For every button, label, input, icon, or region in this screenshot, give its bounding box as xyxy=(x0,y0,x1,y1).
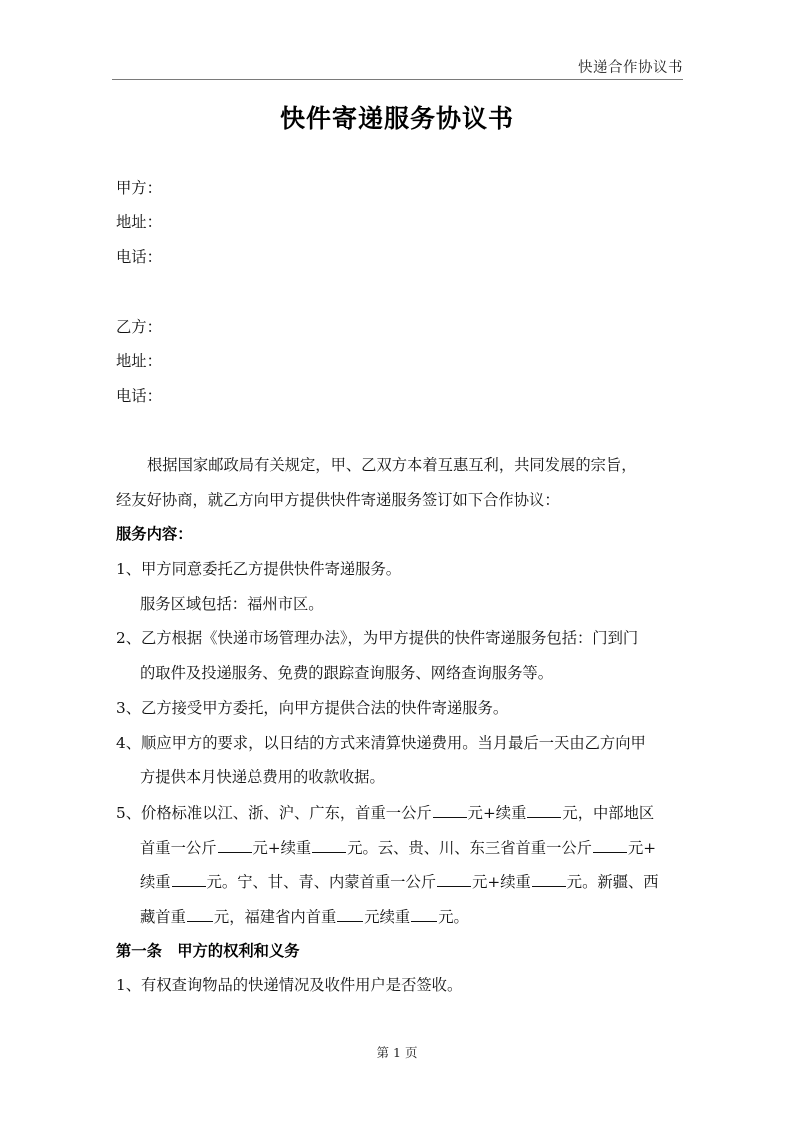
party-b-address-label: 地址： xyxy=(116,352,162,370)
service-item-3-line-1: 3、乙方接受甲方委托，向甲方提供合法的快件寄递服务。 xyxy=(116,699,509,717)
fill-blank[interactable] xyxy=(433,802,467,818)
preamble-line-2: 经友好协商，就乙方向甲方提供快件寄递服务签订如下合作协议： xyxy=(116,491,560,509)
party-a-name-label: 甲方： xyxy=(116,179,162,197)
fill-blank[interactable] xyxy=(312,837,346,853)
service-item-4-line-1: 4、顺应甲方的要求，以日结的方式来清算快递费用。当月最后一天由乙方向甲 xyxy=(116,734,646,752)
document-title: 快件寄递服务协议书 xyxy=(279,104,514,133)
service-item-4-line-2: 方提供本月快递总费用的收款收据。 xyxy=(140,768,385,786)
text-segment: 元+续重 xyxy=(467,804,527,822)
article-1-heading: 第一条 甲方的权利和义务 xyxy=(116,942,300,960)
text-segment: 元+续重 xyxy=(472,873,531,891)
text-segment: 元。宁、甘、青、内蒙首重一公斤 xyxy=(206,873,437,891)
text-segment: 元+续重 xyxy=(252,839,312,857)
party-a-address-label: 地址： xyxy=(116,213,162,231)
fill-blank[interactable] xyxy=(527,802,561,818)
service-item-2-line-2: 的取件及投递服务、免费的跟踪查询服务、网络查询服务等。 xyxy=(140,664,554,682)
service-item-1-line-2: 服务区域包括：福州市区。 xyxy=(140,595,324,613)
service-item-5-line-1 xyxy=(116,802,654,823)
fill-blank[interactable] xyxy=(437,871,471,887)
fill-blank[interactable] xyxy=(218,837,252,853)
running-header xyxy=(112,52,683,80)
service-item-5-line-4 xyxy=(140,906,469,927)
page-number: 第 1 页 xyxy=(376,1045,418,1060)
text-segment: 首重一公斤 xyxy=(140,839,217,857)
party-b-name-label: 乙方： xyxy=(116,318,162,336)
text-segment: 元，福建省内首重 xyxy=(213,908,337,926)
text-segment: 元。 xyxy=(438,908,469,926)
preamble-line-1: 根据国家邮政局有关规定，甲、乙双方本着互惠互利，共同发展的宗旨， xyxy=(147,456,637,474)
service-item-1-line-1: 1、甲方同意委托乙方提供快件寄递服务。 xyxy=(116,560,402,578)
text-segment: 元，中部地区 xyxy=(562,804,655,822)
text-segment: 元续重 xyxy=(364,908,411,926)
fill-blank[interactable] xyxy=(172,871,206,887)
text-segment: 元。云、贵、川、东三省首重一公斤 xyxy=(347,839,592,857)
service-item-5-line-2 xyxy=(140,837,656,858)
text-segment: 元+ xyxy=(627,839,657,857)
fill-blank[interactable] xyxy=(593,837,627,853)
running-header-text: 快递合作协议书 xyxy=(578,60,683,76)
fill-blank[interactable] xyxy=(337,906,363,922)
party-a-phone-label: 电话： xyxy=(116,248,162,266)
text-segment: 元。新疆、西 xyxy=(566,873,659,891)
article-1-item-1: 1、有权查询物品的快递情况及收件用户是否签收。 xyxy=(116,976,463,994)
fill-blank[interactable] xyxy=(411,906,437,922)
party-b-phone-label: 电话： xyxy=(116,387,162,405)
service-item-5-line-3 xyxy=(140,871,659,892)
service-section-heading: 服务内容： xyxy=(116,525,193,543)
fill-blank[interactable] xyxy=(187,906,213,922)
text-segment: 5、价格标准以江、浙、沪、广东，首重一公斤 xyxy=(116,804,432,822)
text-segment: 藏首重 xyxy=(140,908,186,926)
text-segment: 续重 xyxy=(140,873,171,891)
service-item-2-line-1: 2、乙方根据《快递市场管理办法》，为甲方提供的快件寄递服务包括：门到门 xyxy=(116,629,639,647)
fill-blank[interactable] xyxy=(532,871,566,887)
